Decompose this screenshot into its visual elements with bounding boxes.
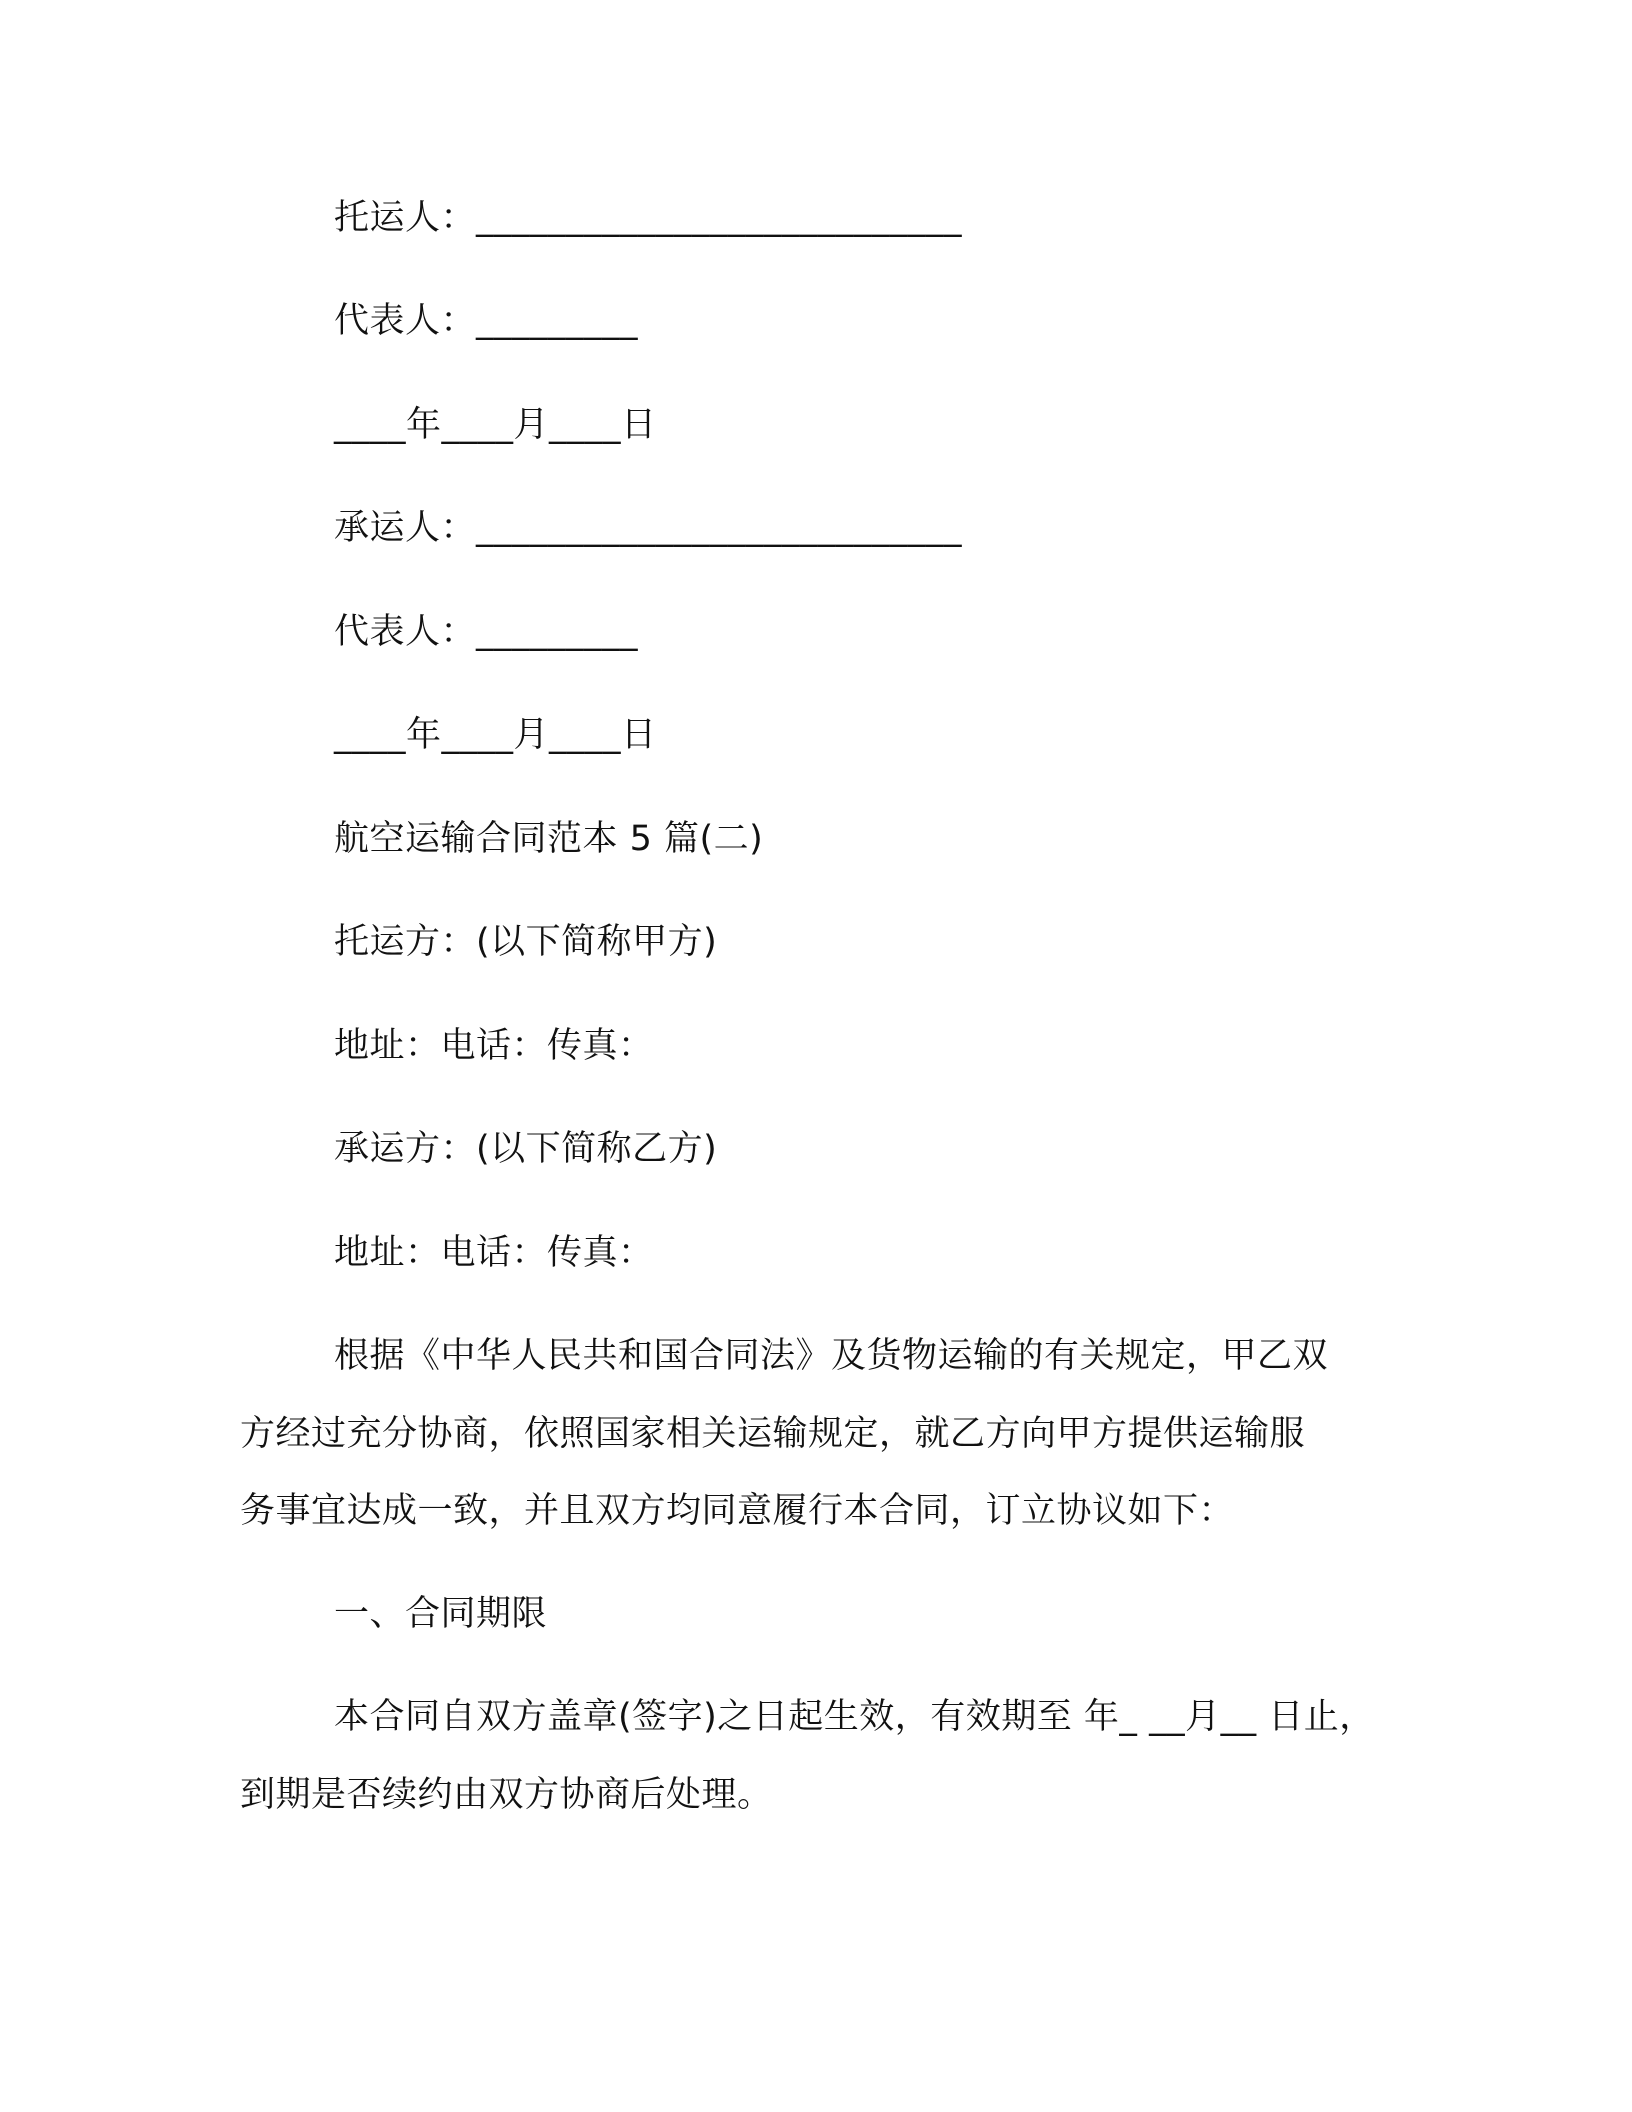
carrier-representative-line: 代表人：_________ [334,612,639,652]
clause-1-line-2: 到期是否续约由双方协商后处理。 [240,1775,773,1815]
section-title: 航空运输合同范本 5 篇(二) [334,819,764,859]
shipper-representative-line: 代表人：_________ [334,301,639,341]
clause-1-heading: 一、合同期限 [334,1594,548,1634]
preamble-line-1: 根据《中华人民共和国合同法》及货物运输的有关规定，甲乙双 [334,1336,1329,1376]
carrier-date-line: ____年____月____日 [334,715,657,755]
preamble-line-3: 务事宜达成一致，并且双方均同意履行本合同，订立协议如下： [240,1491,1235,1531]
party-b-contact-line: 地址：电话：传真： [334,1233,654,1273]
party-a-contact-line: 地址：电话：传真： [334,1026,654,1066]
party-b-name-line: 承运方：(以下简称乙方) [334,1129,718,1169]
party-a-name-line: 托运方：(以下简称甲方) [334,922,718,962]
clause-1-line-1: 本合同自双方盖章(签字)之日起生效，有效期至 年_ __月__ 日止， [334,1697,1375,1737]
preamble-line-2: 方经过充分协商，依照国家相关运输规定，就乙方向甲方提供运输服 [240,1414,1306,1454]
shipper-signature-line: 托运人：___________________________ [334,198,963,238]
carrier-signature-line: 承运人：___________________________ [334,508,963,548]
shipper-date-line: ____年____月____日 [334,405,657,445]
